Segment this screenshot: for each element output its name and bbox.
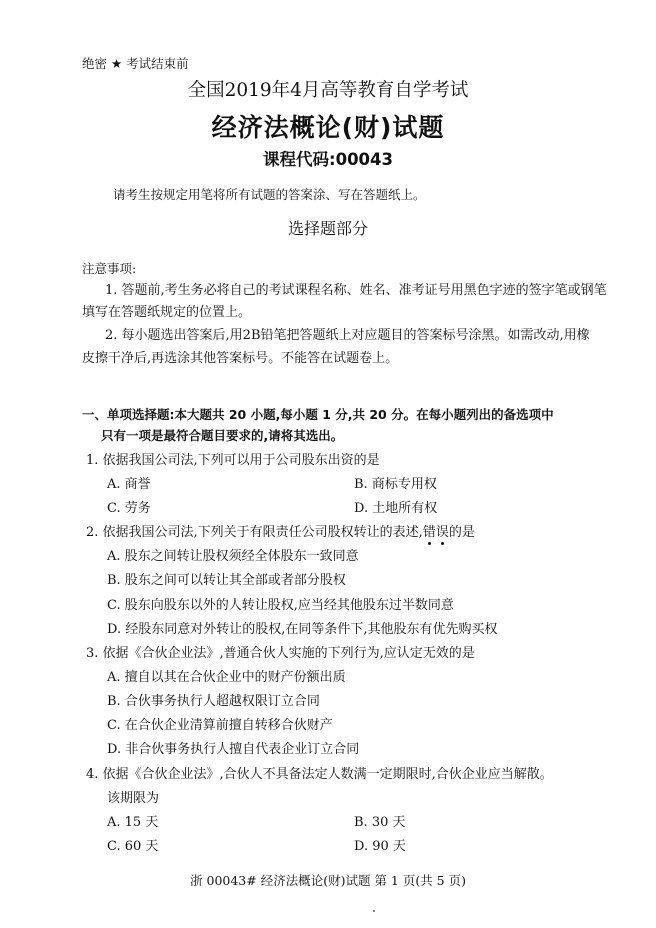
emphasis-dot-2 xyxy=(441,542,444,545)
question-2-stem xyxy=(86,521,475,540)
notice-line-1: 1. 答题前,考生务必将自己的考试课程名称、姓名、准考证号用黑色字迹的签字笔或钢笔 xyxy=(105,283,607,298)
emphasis-char-2 xyxy=(436,525,449,540)
question-1-option-d: D. 土地所有权 xyxy=(354,501,438,516)
question-2-option-c: C. 股东向股东以外的人转让股权,应当经其他股东过半数同意 xyxy=(107,598,454,613)
question-1-stem: 1. 依据我国公司法,下列可以用于公司股东出资的是 xyxy=(86,453,380,468)
question-1-option-c: C. 劳务 xyxy=(107,501,151,516)
question-4-stem: 4. 依据《合伙企业法》,合伙人不具备法定人数满一定期限时,合伙企业应当解散。 xyxy=(86,767,553,782)
notice-line-2: 2. 每小题选出答案后,用2B铅笔把答题纸上对应题目的答案标号涂黑。如需改动,用橡 xyxy=(105,328,590,343)
secret-label: 绝密 ★ 考试结束前 xyxy=(82,56,189,71)
emphasis-text-1: 错 xyxy=(422,525,436,540)
question-2-option-d: D. 经股东同意对外转让的股权,在同等条件下,其他股东有优先购买权 xyxy=(107,622,498,637)
section-title: 选择题部分 xyxy=(287,219,368,238)
question-3-option-d: D. 非合伙事务执行人擅自代表企业订立合同 xyxy=(107,742,360,757)
subject-title: 经济法概论(财)试题 xyxy=(211,113,445,142)
notice-title: 注意事项: xyxy=(82,261,137,276)
page-footer: 浙 00043# 经济法概论(财)试题 第 1 页(共 5 页) xyxy=(190,873,466,888)
emphasis-text-2: 误 xyxy=(435,525,449,540)
part1-heading: 一、单项选择题:本大题共 20 小题,每小题 1 分,共 20 分。在每小题列出的备选项中 xyxy=(82,407,554,422)
question-2-option-a: A. 股东之间转让股权须经全体股东一致同意 xyxy=(107,549,359,564)
course-code: 课程代码:00043 xyxy=(262,150,393,169)
question-2-stem-pre: 2. 依据我国公司法,下列关于有限责任公司股权转让的表述, xyxy=(86,525,423,540)
question-4-option-a: A. 15 天 xyxy=(107,815,159,830)
question-4-option-c: C. 60 天 xyxy=(107,839,159,854)
emphasis-char-1 xyxy=(423,525,436,540)
question-3-option-c: C. 在合伙企业清算前擅自转移合伙财产 xyxy=(107,718,333,733)
question-1-option-a: A. 商誉 xyxy=(107,477,151,492)
question-2-option-b: B. 股东之间可以转让其全部或者部分股权 xyxy=(107,573,346,588)
question-4-option-b: B. 30 天 xyxy=(354,815,406,830)
question-3-stem: 3. 依据《合伙企业法》,普通合伙人实施的下列行为,应认定无效的是 xyxy=(86,646,475,661)
part1-heading-line2: 只有一项是最符合题目要求的,请将其选出。 xyxy=(101,428,344,443)
question-3-option-a: A. 擅自以其在合伙企业中的财产份额出质 xyxy=(107,670,346,685)
answer-instruction: 请考生按规定用笔将所有试题的答案涂、写在答题纸上。 xyxy=(113,187,426,202)
question-3-option-b: B. 合伙事务执行人超越权限订立合同 xyxy=(107,694,320,709)
scan-speck xyxy=(373,910,375,912)
notice-line-2b: 皮擦干净后,再选涂其他答案标号。不能答在试题卷上。 xyxy=(82,351,399,366)
question-1-option-b: B. 商标专用权 xyxy=(354,477,437,492)
exam-title: 全国2019年4月高等教育自学考试 xyxy=(187,80,469,101)
question-2-stem-post: 的是 xyxy=(448,525,475,540)
notice-line-1b: 填写在答题纸规定的位置上。 xyxy=(82,305,252,320)
question-4-stem-line2: 该期限为 xyxy=(107,791,160,806)
emphasis-dot-1 xyxy=(428,542,431,545)
question-4-option-d: D. 90 天 xyxy=(354,839,406,854)
